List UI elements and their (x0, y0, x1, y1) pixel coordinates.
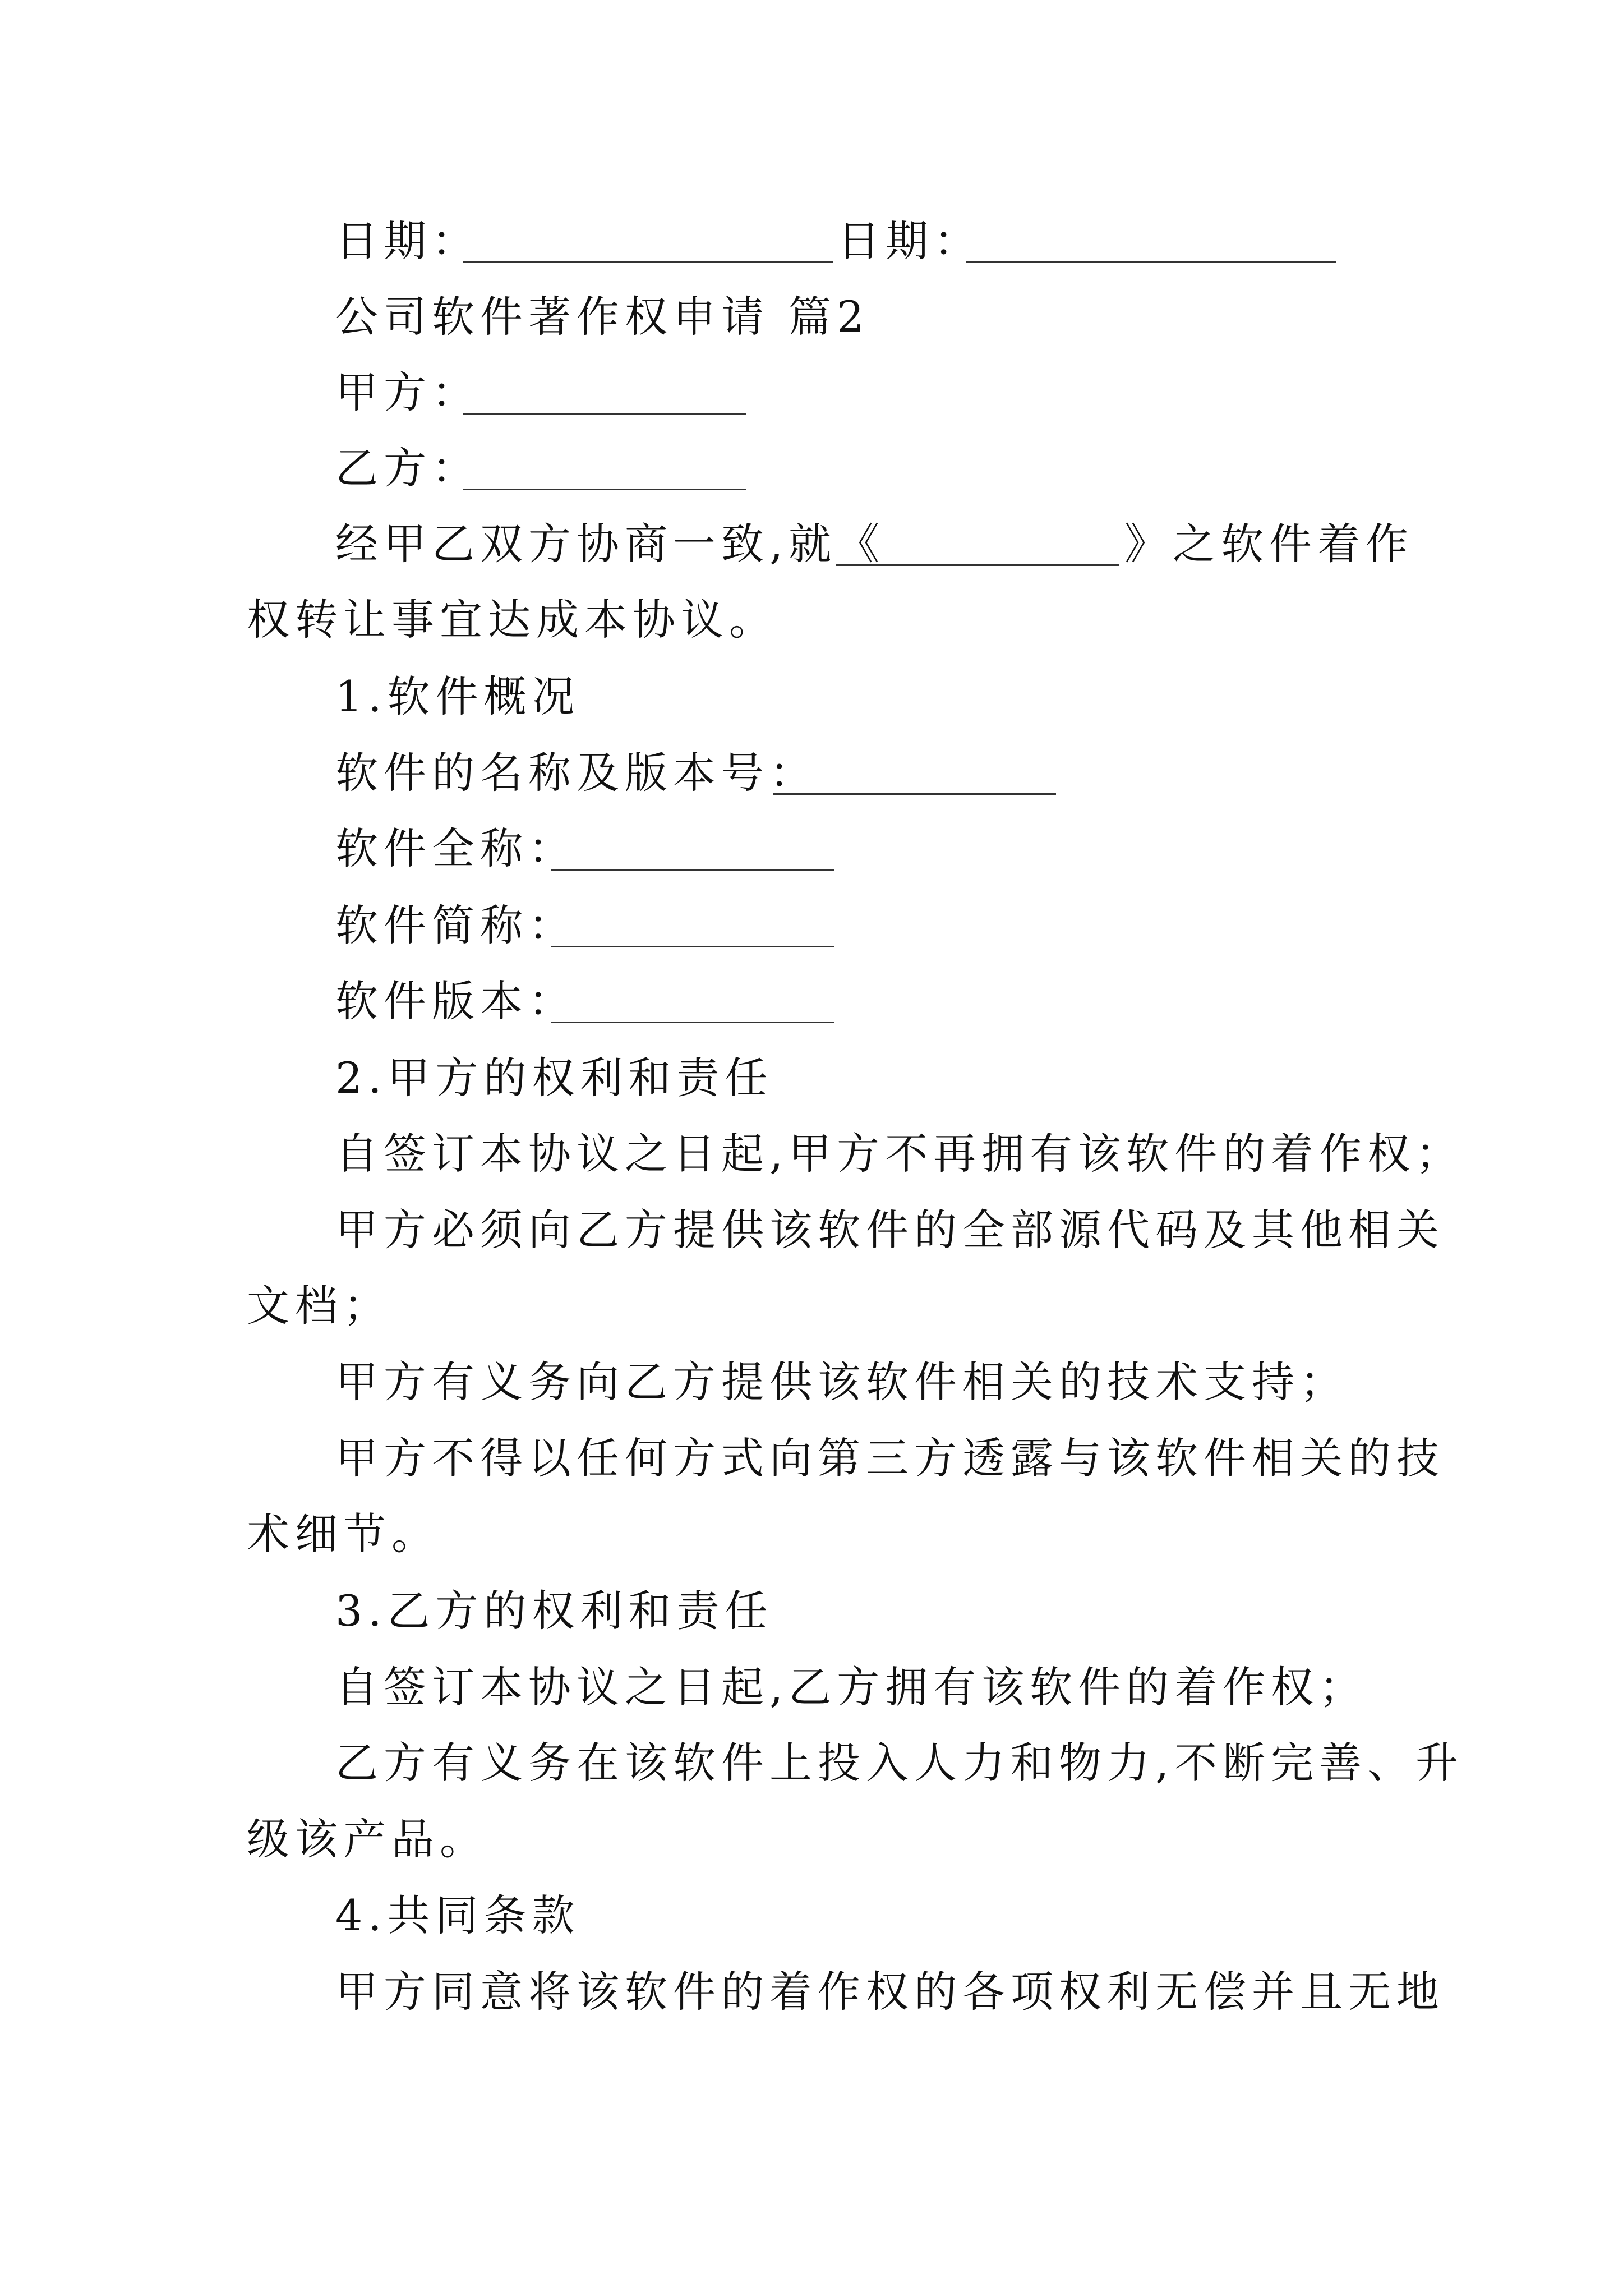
section1-heading: 1.软件概况 (335, 671, 580, 721)
full-name-blank[interactable] (551, 869, 834, 871)
section3-heading: 3.乙方的权利和责任 (335, 1586, 773, 1636)
section-title-line (0, 283, 1623, 351)
full-name-line (0, 815, 1623, 882)
section3-item2-line2 (0, 1806, 1623, 1873)
section4-item1-text: 甲方同意将该软件的着作权的各项权利无偿并且无地 (335, 1967, 1445, 2017)
section3-item2-continuation: 级该产品。 (247, 1814, 488, 1864)
section2-item4-line1 (0, 1425, 1623, 1492)
full-name-label: 软件全称： (335, 823, 577, 873)
section4-heading-line (0, 1882, 1623, 1949)
section-title: 公司软件著作权申请 篇2 (335, 292, 870, 342)
intro-line-2 (0, 586, 1623, 654)
short-name-blank[interactable] (551, 946, 834, 947)
party-b-blank[interactable] (463, 489, 746, 490)
name-version-line (0, 739, 1623, 807)
section2-item3-line (0, 1349, 1623, 1416)
short-name-line (0, 892, 1623, 959)
intro-continuation: 权转让事宜达成本协议。 (247, 595, 777, 645)
version-label: 软件版本： (335, 976, 577, 1026)
section4-item1-line1 (0, 1958, 1623, 2026)
section2-heading-line (0, 1045, 1623, 1112)
version-line (0, 968, 1623, 1035)
section3-heading-line (0, 1577, 1623, 1645)
party-a-label: 甲方： (335, 367, 480, 417)
party-b-line (0, 435, 1623, 502)
section2-item4-text: 甲方不得以任何方式向第三方透露与该软件相关的技 (335, 1433, 1445, 1483)
section2-item2-line2 (0, 1272, 1623, 1340)
section4-heading: 4.共同条款 (335, 1890, 580, 1940)
intro-before-text: 经甲乙双方协商一致,就《 (335, 519, 886, 569)
name-version-blank[interactable] (773, 793, 1056, 795)
section2-item1-line (0, 1120, 1623, 1188)
section3-item1: 自签订本协议之日起,乙方拥有该软件的着作权； (335, 1662, 1368, 1712)
section1-heading-line (0, 663, 1623, 730)
section2-item3: 甲方有义务向乙方提供该软件相关的技术支持； (335, 1357, 1348, 1407)
name-version-label: 软件的名称及版本号： (335, 748, 818, 798)
section2-item2-line1 (0, 1197, 1623, 1264)
section2-heading: 2.甲方的权利和责任 (335, 1053, 773, 1103)
party-a-blank[interactable] (463, 413, 746, 415)
date-label-1: 日期： (335, 216, 480, 266)
software-title-blank[interactable] (836, 564, 1119, 566)
section3-item2-text: 乙方有义务在该软件上投入人力和物力,不断完善、升 (335, 1738, 1464, 1788)
section2-item2-text: 甲方必须向乙方提供该软件的全部源代码及其他相关 (335, 1205, 1445, 1255)
section2-item4-continuation: 术细节。 (247, 1509, 440, 1559)
section2-item4-line2 (0, 1501, 1623, 1568)
intro-after-text: 》之软件着作 (1124, 519, 1414, 569)
party-b-label: 乙方： (335, 443, 480, 493)
date-blank-1[interactable] (463, 261, 833, 263)
intro-line-1 (0, 510, 1623, 578)
section3-item2-line1 (0, 1729, 1623, 1797)
party-a-line (0, 359, 1623, 426)
date-line (0, 208, 1623, 275)
date-label-2: 日期： (837, 216, 982, 266)
date-blank-2[interactable] (966, 261, 1336, 263)
short-name-label: 软件简称： (335, 900, 577, 950)
section3-item1-line (0, 1654, 1623, 1721)
version-blank[interactable] (551, 1022, 834, 1023)
section2-item2-continuation: 文档； (247, 1281, 391, 1331)
section2-item1: 自签订本协议之日起,甲方不再拥有该软件的着作权； (335, 1129, 1464, 1179)
